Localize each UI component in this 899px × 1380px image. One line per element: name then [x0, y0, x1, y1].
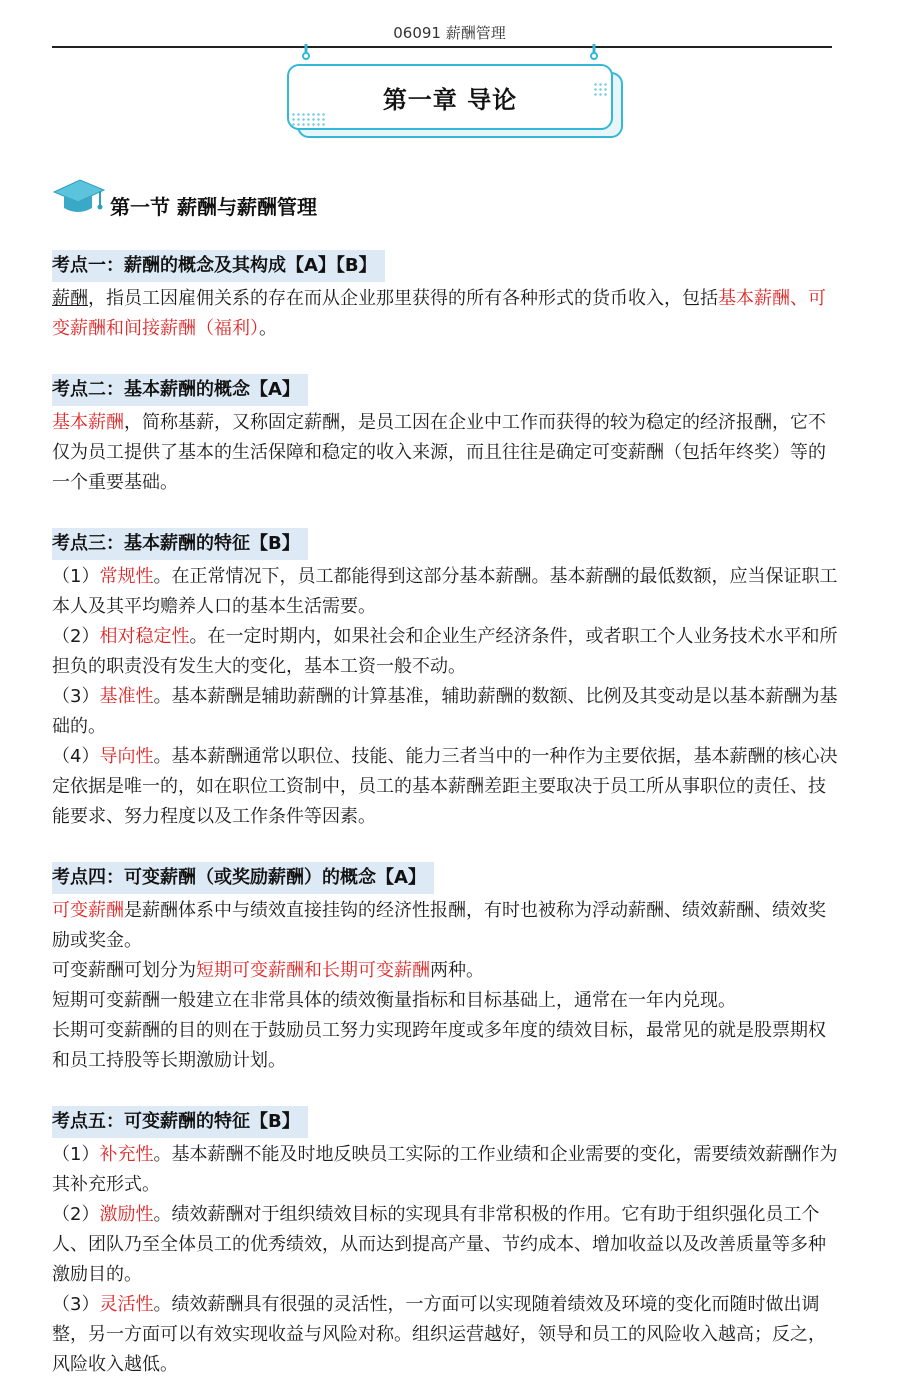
keypoint-5-item: （2）激励性。绩效薪酬对于组织绩效目标的实现具有非常积极的作用。它有助于组织强化员工个人、团队乃至全体员工的优秀绩效，从而达到提高产量、节约成本、增加收益以及改善质量等多种激励目的。 [52, 1204, 826, 1285]
keypoint-5-title: 考点五：可变薪酬的特征【B】 [52, 1106, 308, 1138]
keypoint-2-title: 考点二：基本薪酬的概念【A】 [52, 374, 308, 406]
section-title: 第一节 薪酬与薪酬管理 [110, 194, 317, 219]
graduation-cap-icon [50, 176, 106, 220]
keypoint-4-body: 可变薪酬是薪酬体系中与绩效直接挂钩的经济性报酬，有时也被称为浮动薪酬、绩效薪酬、绩效奖励或奖金。 [52, 900, 826, 951]
chapter-banner [287, 64, 615, 132]
keypoint-1-title: 考点一：薪酬的概念及其构成【A】【B】 [52, 250, 385, 282]
main-content [52, 250, 842, 1380]
term: 薪酬 [52, 288, 88, 309]
dot-pattern [593, 82, 609, 98]
keypoint-1-body: 薪酬，指员工因雇佣关系的存在而从企业那里获得的所有各种形式的货币收入，包括基本薪酬、可变薪酬和间接薪酬（福利）。 [52, 288, 826, 339]
pin-icon [587, 44, 601, 60]
keypoint-3-item: （3）基准性。基本薪酬是辅助薪酬的计算基准，辅助薪酬的数额、比例及其变动是以基本薪酬为基础的。 [52, 686, 838, 737]
dot-pattern [291, 112, 327, 128]
keypoint-4-body: 可变薪酬可划分为短期可变薪酬和长期可变薪酬两种。 [52, 960, 484, 981]
keypoint-2-body: 基本薪酬，简称基薪，又称固定薪酬，是员工因在企业中工作而获得的较为稳定的经济报酬，它不仅为员工提供了基本的生活保障和稳定的收入来源，而且往往是确定可变薪酬（包括年终奖）等的一个重要基础。 [52, 412, 826, 493]
keypoint-4-body: 长期可变薪酬的目的则在于鼓励员工努力实现跨年度或多年度的绩效目标，最常见的就是股票期权和员工持股等长期激励计划。 [52, 1020, 826, 1071]
keypoint-5-item: （3）灵活性。绩效薪酬具有很强的灵活性，一方面可以实现随着绩效及环境的变化而随时做出调整，另一方面可以有效实现收益与风险对称。组织运营越好，领导和员工的风险收入越高；反之，风险收入越低。 [52, 1294, 826, 1375]
pin-icon [299, 44, 313, 60]
section-heading [50, 176, 317, 220]
keypoint-4-title: 考点四：可变薪酬（或奖励薪酬）的概念【A】 [52, 862, 434, 894]
keypoint-3-item: （4）导向性。基本薪酬通常以职位、技能、能力三者当中的一种作为主要依据，基本薪酬的核心决定依据是唯一的，如在职位工资制中，员工的基本薪酬差距主要取决于员工所从事职位的责任、技能要求、努力程度以及工作条件等因素。 [52, 746, 838, 827]
keypoint-4-body: 短期可变薪酬一般建立在非常具体的绩效衡量指标和目标基础上，通常在一年内兑现。 [52, 990, 736, 1011]
keypoint-3-item: （1）常规性。在正常情况下，员工都能得到这部分基本薪酬。基本薪酬的最低数额，应当保证职工本人及其平均赡养人口的基本生活需要。 [52, 566, 838, 617]
keypoint-3-item: （2）相对稳定性。在一定时期内，如果社会和企业生产经济条件，或者职工个人业务技术水平和所担负的职责没有发生大的变化，基本工资一般不动。 [52, 626, 838, 677]
header-rule [52, 46, 832, 48]
keypoint-3-title: 考点三：基本薪酬的特征【B】 [52, 528, 308, 560]
page-header: 06091 薪酬管理 [393, 24, 506, 42]
chapter-title: 第一章 导论 [287, 64, 613, 130]
keypoint-5-item: （1）补充性。基本薪酬不能及时地反映员工实际的工作业绩和企业需要的变化，需要绩效薪酬作为其补充形式。 [52, 1144, 838, 1195]
